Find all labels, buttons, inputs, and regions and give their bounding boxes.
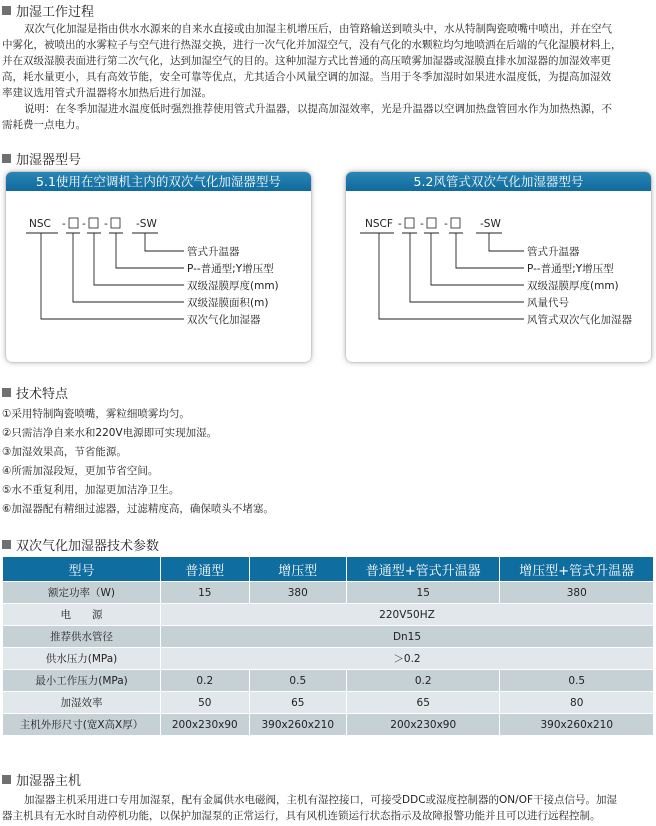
table-cell: 最小工作压力(MPa)	[3, 670, 161, 692]
code-label: 管式升温器	[527, 246, 580, 258]
text-line: 双次气化加湿是指由供水水源来的自来水直接或由加湿主机增压后，由管路输送到喷头中，水从特制陶瓷喷嘴中喷出，并在空气	[24, 23, 613, 35]
feature-item: ④所需加湿段短，更加节省空间。	[2, 465, 159, 477]
table-cell: 0.2	[161, 670, 250, 692]
table-cell: 65	[249, 692, 346, 714]
table-row	[3, 582, 654, 604]
code-label: P--普通型;Y增压型	[527, 263, 614, 275]
table-cell: 80	[500, 692, 654, 714]
section-title-features	[2, 383, 68, 402]
text-line: 加湿器主机采用进口专用加湿泵，配有金属供水电磁阀，主机有湿控接口，可接受DDC或湿度控制器的ON/OF干接点信号。加湿	[24, 794, 618, 806]
model-code-text: NSC	[29, 218, 51, 230]
spec-table	[2, 556, 654, 736]
feature-item: ③加湿效果高，节省能源。	[2, 446, 127, 458]
table-cell: 380	[249, 582, 346, 604]
table-cell: 15	[161, 582, 250, 604]
table-cell: 0.5	[249, 670, 346, 692]
table-cell: 电 源	[3, 604, 161, 626]
section-title-text: 加湿工作过程	[16, 5, 95, 20]
table-row	[3, 626, 654, 648]
table-cell: 15	[346, 582, 500, 604]
table-cell: 390x260x210	[500, 714, 654, 736]
model-suffix-text: -SW	[480, 218, 501, 230]
host-paragraph	[2, 792, 652, 824]
model-code-diagram	[346, 191, 651, 362]
code-slot-box	[405, 218, 414, 228]
feature-item: ②只需洁净自来水和220V电源即可实现加湿。	[2, 427, 218, 439]
text-line: 高，耗水量更小，具有高效节能，安全可靠等优点，尤其适合小风量空调的加湿。当用于冬季加湿时如果进水温度低，为提高加湿效	[2, 71, 611, 83]
code-slot-box	[89, 218, 98, 228]
code-slot-box	[111, 218, 120, 228]
feature-item: ⑤水不重复利用，加湿更加洁净卫生。	[2, 484, 180, 496]
square-bullet-icon	[2, 775, 11, 784]
dash-symbol: -	[104, 218, 108, 230]
code-slot-box	[69, 218, 78, 228]
code-slot-box	[427, 218, 436, 228]
table-header-cell: 普通型	[161, 557, 250, 582]
table-cell: 主机外形尺寸(宽X高X厚）	[3, 714, 161, 736]
code-label: 双次气化加湿器	[187, 314, 261, 326]
dash-symbol: -	[420, 218, 424, 230]
section-title-text: 加湿器型号	[16, 153, 82, 168]
code-label: 管式升温器	[187, 246, 240, 258]
table-header-row	[3, 557, 654, 582]
model-code-text: NSCF	[365, 218, 393, 230]
model-code-diagram	[6, 191, 311, 362]
text-line: 中雾化，被喷出的水雾粒子与空气进行热湿交换，进行一次气化并加湿空气，没有气化的水颗粒均匀地喷洒在后端的气化湿膜材料上，	[2, 39, 622, 51]
square-bullet-icon	[2, 6, 11, 15]
dash-symbol: -	[398, 218, 402, 230]
table-cell: 380	[500, 582, 654, 604]
section-title-text: 双次气化加湿器技术参数	[16, 539, 160, 554]
table-cell: Dn15	[161, 626, 654, 648]
table-row	[3, 648, 654, 670]
code-label: 双级湿膜厚度(mm)	[527, 280, 619, 292]
table-cell: 65	[346, 692, 500, 714]
dash-symbol: -	[82, 218, 86, 230]
table-cell: ＞0.2	[161, 648, 654, 670]
code-label: 双级湿膜厚度(mm)	[187, 280, 279, 292]
table-header-cell: 增压型	[249, 557, 346, 582]
table-cell: 0.5	[500, 670, 654, 692]
dash-symbol: -	[62, 218, 66, 230]
section-title-text: 加湿器主机	[16, 774, 82, 789]
table-row	[3, 604, 654, 626]
table-cell: 200x230x90	[161, 714, 250, 736]
table-row	[3, 714, 654, 736]
code-slot-box	[451, 218, 460, 228]
text-line: 器主机具有无水时自动停机功能，以保护加湿泵的正常运行，具有风机连锁运行状态指示及故障报警功能并且可以进行远程控制。	[2, 810, 601, 822]
square-bullet-icon	[2, 154, 11, 163]
section-title-models	[2, 149, 81, 168]
text-line: 说明：在冬季加湿进水温度低时强烈推荐使用管式升温器，以提高加湿效率，光是升温器以空调加热盘管回水作为加热热源，不	[24, 103, 613, 115]
section-title-host	[2, 770, 81, 789]
table-cell: 供水压力(MPa)	[3, 648, 161, 670]
text-line: 需耗费一点电力。	[2, 119, 86, 131]
process-paragraph	[2, 21, 652, 101]
connector-lines	[26, 233, 184, 319]
model-box-ahu	[6, 172, 311, 362]
model-box-heading: 5.2风管式双次气化加湿器型号	[346, 172, 651, 191]
code-label: 风量代号	[527, 297, 569, 309]
table-cell: 额定功率（W)	[3, 582, 161, 604]
table-cell: 0.2	[346, 670, 500, 692]
section-title-spec	[2, 535, 159, 554]
process-note	[2, 101, 652, 133]
square-bullet-icon	[2, 388, 11, 397]
table-cell: 50	[161, 692, 250, 714]
model-box-heading: 5.1使用在空调机主内的双次气化加湿器型号	[6, 172, 311, 191]
table-cell: 390x260x210	[249, 714, 346, 736]
table-header-cell: 普通型+管式升温器	[346, 557, 500, 582]
section-title-text: 技术特点	[16, 387, 69, 402]
section-title-process	[2, 1, 94, 20]
feature-item: ⑥加湿器配有精细过滤器，过滤精度高，确保喷头不堵塞。	[2, 503, 274, 515]
table-header-cell: 增压型+管式升温器	[500, 557, 654, 582]
feature-item: ①采用特制陶瓷喷嘴，雾粒细喷雾均匀。	[2, 408, 190, 420]
connector-lines	[360, 233, 524, 319]
table-cell: 220V50HZ	[161, 604, 654, 626]
text-line: 并在双级湿膜表面进行第二次气化，达到加湿空气的目的。这种加湿方式比普通的高压喷雾加湿器或湿膜直排水加湿器的加湿效率更	[2, 55, 611, 67]
table-cell: 200x230x90	[346, 714, 500, 736]
table-cell: 推荐供水管径	[3, 626, 161, 648]
table-row	[3, 670, 654, 692]
square-bullet-icon	[2, 540, 11, 549]
table-row	[3, 692, 654, 714]
table-header-cell: 型号	[3, 557, 161, 582]
code-label: 风管式双次气化加湿器	[527, 314, 632, 326]
model-box-duct	[346, 172, 651, 362]
text-line: 率建议选用管式升温器将水加热后进行加湿。	[2, 87, 212, 99]
model-suffix-text: -SW	[136, 218, 157, 230]
dash-symbol: -	[444, 218, 448, 230]
code-label: P--普通型;Y增压型	[187, 263, 274, 275]
table-cell: 加湿效率	[3, 692, 161, 714]
code-label: 双级湿膜面积(m)	[187, 297, 269, 309]
